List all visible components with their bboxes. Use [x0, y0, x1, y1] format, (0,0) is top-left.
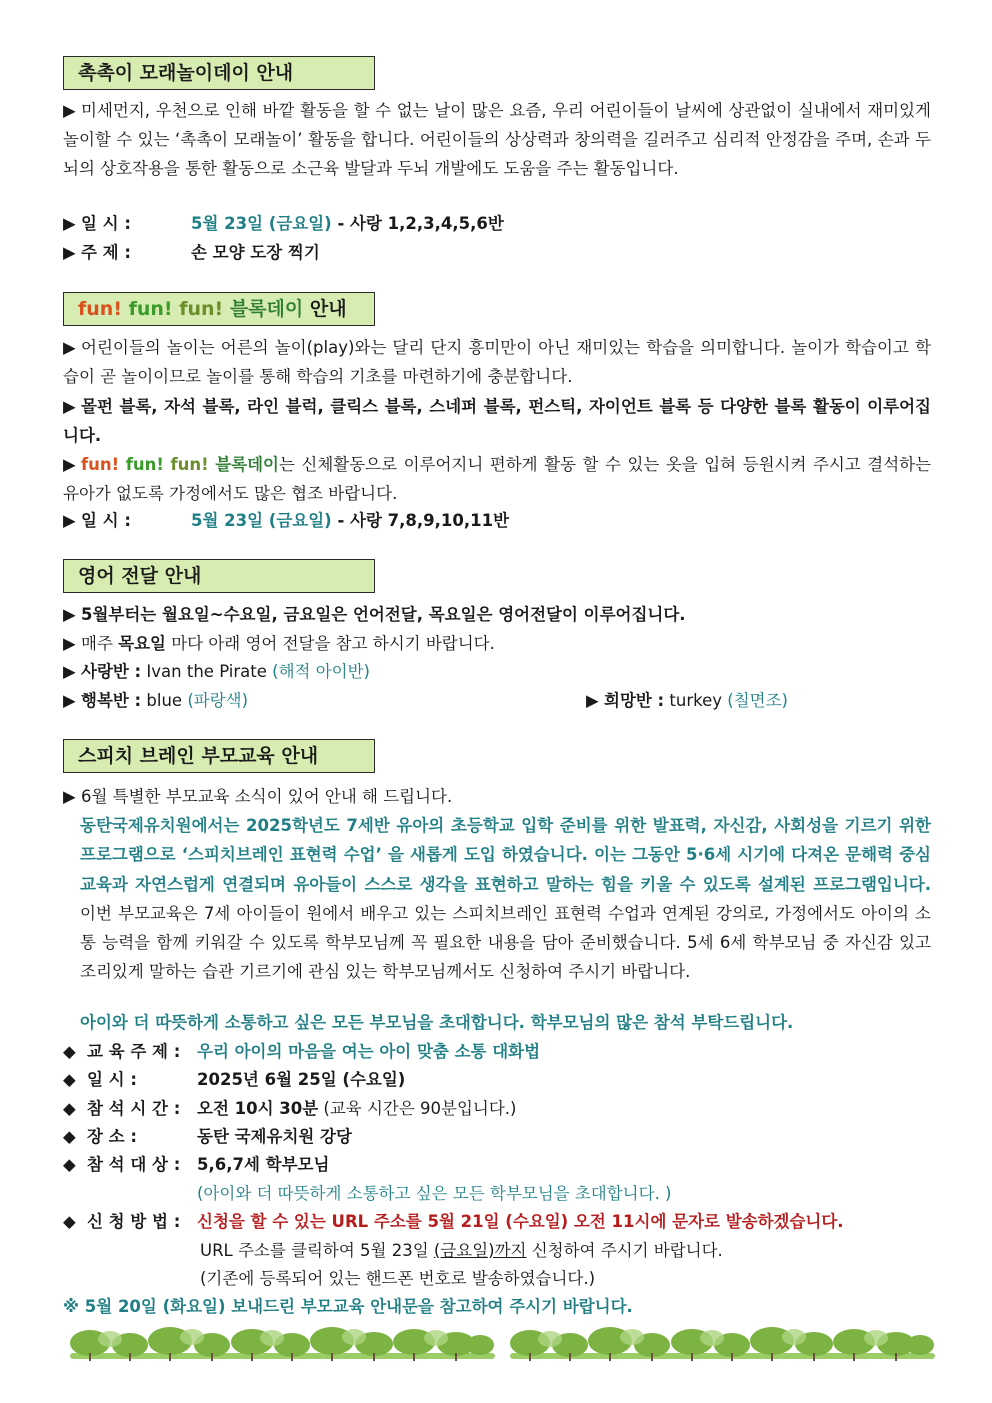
section-title-sand: 촉촉이 모래놀이데이 안내 — [63, 56, 375, 90]
english-love-row: ▶ 사랑반 : Ivan the Pirate (해적 아이반) — [63, 662, 370, 681]
speech-date-row: ◆ 일 시 : 2025년 6월 25일 (수요일) — [63, 1070, 406, 1089]
section-title-block: fun! fun! fun! 블록데이 안내 — [63, 292, 375, 326]
bullet-arrow-icon: ▶ — [63, 455, 76, 474]
diamond-bullet-icon: ◆ — [63, 1099, 76, 1118]
sand-theme-row: ▶ 주 제 : 손 모양 도장 찍기 — [63, 243, 320, 262]
speech-apply-row: ◆ 신 청 방 법 : 신청을 할 수 있는 URL 주소를 5월 21일 (수요일) 오전 11시에 문자로 발송하겠습니다. — [63, 1212, 844, 1231]
diamond-bullet-icon: ◆ — [63, 1042, 76, 1061]
diamond-bullet-icon: ◆ — [63, 1212, 76, 1231]
sand-intro: ▶ 미세먼지, 우천으로 인해 바깥 활동을 할 수 없는 날이 많은 요즘, 우리 어린이들이 날씨에 상관없이 실내에서 재미있게 놀이할 수 있는 ‘촉촉이 모래놀이’ 활동을 합니다. 어린이들의 상상력과 창의력을 길러주고 심리적 안정감을 주며, 손과 두뇌의 상호작용을 통한 활동으로 소근육 발달과 두뇌 개발에도 도움을 주는 활동입니다. — [63, 96, 931, 183]
block-para-3: ▶ fun! fun! fun! 블록데이는 신체활동으로 이루어지니 편하게 활동 할 수 있는 옷을 입혀 등원시켜 주시고 결석하는 유아가 없도록 가정에서도 많은 협조 바랍니다. — [63, 450, 931, 508]
bullet-arrow-icon: ▶ — [63, 397, 76, 416]
sand-date-row: ▶ 일 시 : 5월 23일 (금요일) - 사랑 1,2,3,4,5,6반 — [63, 214, 504, 233]
speech-paragraph: 동탄국제유치원에서는 2025학년도 7세반 유아의 초등학교 입학 준비를 위한 발표력, 자신감, 사회성을 기르기 위한 프로그램으로 ‘스피치브레인 표현력 수업’ 을 새롭게 도입 하였습니다. 이는 그동안 5·6세 시기에 다져온 문해력 중심 교육과 자연스럽게 연결되며 유아들이 스스로 생각을 표현하고 말하는 힘을 키울 수 있도록 설계된 프로그램입니다. 이번 부모교육은 7세 아이들이 원에서 배우고 있는 스피치브레인 표현력 수업과 연계된 강의로, 가정에서도 아이의 소통 능력을 함께 키워갈 수 있도록 학부모님께 꼭 필요한 내용을 담아 준비했습니다. 5세 6세 학부모님 중 자신감 있고 조리있게 말하는 습관 기르기에 관심 있는 학부모님께서도 신청하여 주시기 바랍니다. — [80, 816, 931, 982]
speech-time-row: ◆ 참 석 시 간 : 오전 10시 30분 (교육 시간은 90분입니다.) — [63, 1099, 517, 1118]
speech-invite: 아이와 더 따뜻하게 소통하고 싶은 모든 부모님을 초대합니다. 학부모님의 많은 참석 부탁드립니다. — [80, 1013, 794, 1032]
block-para-2: ▶ 몰펀 블록, 자석 블록, 라인 블럭, 클릭스 블록, 스네퍼 블록, 펀스틱, 자이언트 블록 등 다양한 블록 활동이 이루어집니다. — [63, 392, 931, 450]
diamond-bullet-icon: ◆ — [63, 1127, 76, 1146]
english-line-1: ▶ 5월부터는 월요일~수요일, 금요일은 언어전달, 목요일은 영어전달이 이루어집니다. — [63, 605, 686, 624]
tree-row-decoration-left — [70, 1325, 495, 1365]
english-line-2: ▶ 매주 목요일 마다 아래 영어 전달을 참고 하시기 바랍니다. — [63, 634, 495, 653]
bullet-arrow-icon: ▶ — [63, 243, 76, 262]
english-happy-row: ▶ 행복반 : blue (파랑색) — [63, 691, 249, 710]
bullet-arrow-icon: ▶ — [63, 338, 76, 357]
block-date-row: ▶ 일 시 : 5월 23일 (금요일) - 사랑 7,8,9,10,11반 — [63, 511, 510, 530]
speech-target-note: (아이와 더 따뜻하게 소통하고 싶은 모든 학부모님을 초대합니다. ) — [197, 1184, 672, 1203]
speech-line-1: ▶ 6월 특별한 부모교육 소식이 있어 안내 해 드립니다. — [63, 787, 453, 806]
bullet-arrow-icon: ▶ — [63, 511, 76, 530]
speech-topic-row: ◆ 교 육 주 제 : 우리 아이의 마음을 여는 아이 맞춤 소통 대화법 — [63, 1042, 541, 1061]
tree-row-decoration-right — [510, 1325, 935, 1365]
diamond-bullet-icon: ◆ — [63, 1155, 76, 1174]
speech-footnote: ※ 5월 20일 (화요일) 보내드린 부모교육 안내문을 참고하여 주시기 바랍니다. — [63, 1297, 633, 1316]
section-title-speech: 스피치 브레인 부모교육 안내 — [63, 739, 375, 773]
speech-target-row: ◆ 참 석 대 상 : 5,6,7세 학부모님 — [63, 1155, 330, 1174]
bullet-arrow-icon: ▶ — [63, 214, 76, 233]
bullet-arrow-icon: ▶ — [586, 691, 599, 710]
bullet-arrow-icon: ▶ — [63, 662, 76, 681]
speech-apply-note-2: (기존에 등록되어 있는 핸드폰 번호로 발송하였습니다.) — [200, 1269, 596, 1288]
diamond-bullet-icon: ◆ — [63, 1070, 76, 1089]
block-para-1: ▶ 어린이들의 놀이는 어른의 놀이(play)와는 달리 단지 흥미만이 아닌 재미있는 학습을 의미합니다. 놀이가 학습이고 학습이 곧 놀이이므로 놀이를 통해 학습의 기초를 마련하기에 충분합니다. — [63, 333, 931, 391]
bullet-arrow-icon: ▶ — [63, 691, 76, 710]
section-title-english: 영어 전달 안내 — [63, 559, 375, 593]
english-hope-row: ▶ 희망반 : turkey (칠면조) — [586, 691, 788, 710]
speech-apply-note-1: URL 주소를 클릭하여 5월 23일 (금요일)까지 신청하여 주시기 바랍니다. — [200, 1241, 723, 1260]
speech-place-row: ◆ 장 소 : 동탄 국제유치원 강당 — [63, 1127, 352, 1146]
bullet-arrow-icon: ▶ — [63, 101, 76, 120]
bullet-arrow-icon: ▶ — [63, 787, 76, 806]
bullet-arrow-icon: ▶ — [63, 634, 76, 653]
bullet-arrow-icon: ▶ — [63, 605, 76, 624]
